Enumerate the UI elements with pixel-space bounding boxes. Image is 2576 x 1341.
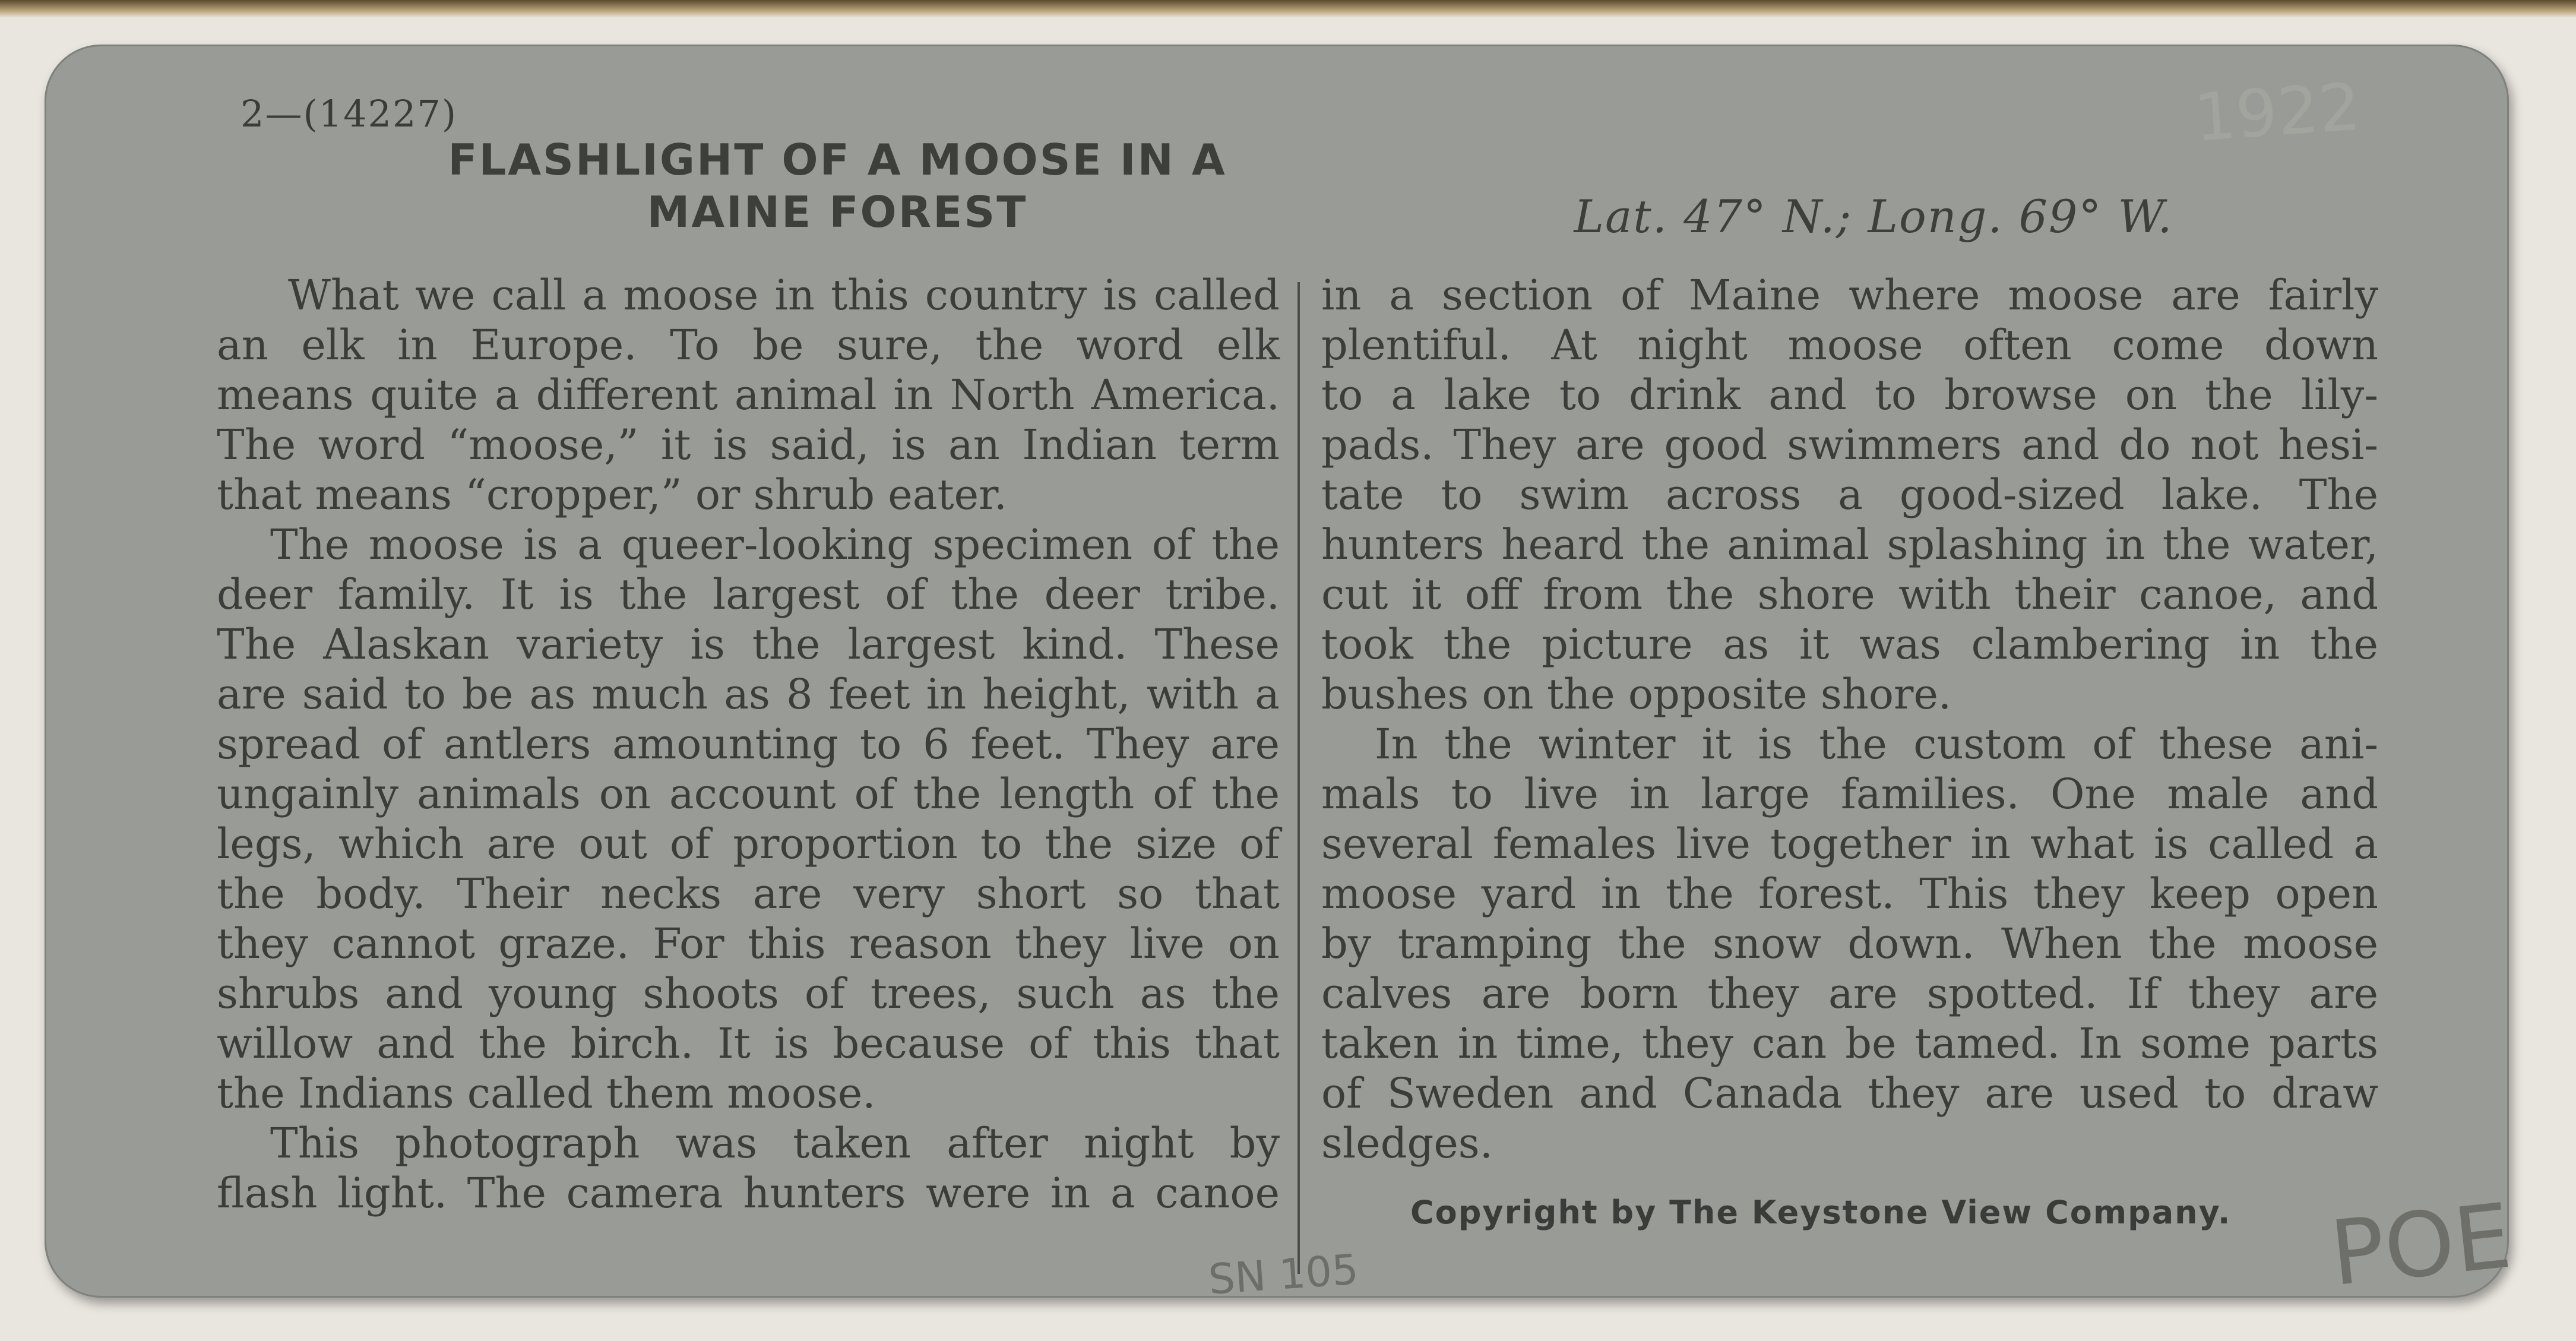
handwritten-catalog-mark: SN 105 — [1207, 1245, 1360, 1304]
latitude-longitude: Lat. 47° N.; Long. 69° W. — [1574, 190, 2173, 243]
left-text-column — [217, 270, 1280, 1218]
stereoview-card-back — [45, 45, 2516, 1307]
text-line: pads. They are good swimmers and do not hesi- — [1321, 420, 2378, 469]
text-line: taken in time, they can be tamed. In some parts — [1321, 1019, 2378, 1068]
text-line: several females live together in what is called a — [1321, 820, 2378, 868]
text-line: hunters heard the animal splashing in the water, — [1321, 520, 2378, 569]
text-line: flash light. The camera hunters were in a canoe — [217, 1169, 1280, 1217]
column-divider — [1298, 282, 1300, 1274]
text-line: took the picture as it was clambering in the — [1321, 620, 2378, 669]
text-line: tate to swim across a good-sized lake. The — [1321, 470, 2378, 519]
handwritten-faint-mark: 1922 — [2191, 68, 2363, 156]
text-line: In the winter it is the custom of these ani- — [1375, 720, 2378, 768]
title-line-2: MAINE FOREST — [647, 187, 1028, 237]
handwritten-initials: POE — [2325, 1184, 2516, 1307]
text-line: cut it off from the shore with their canoe, and — [1321, 570, 2378, 619]
text-line: plentiful. At night moose often come down — [1321, 321, 2378, 369]
text-line: that means “cropper,” or shrub eater. — [217, 470, 1008, 519]
card-title — [258, 134, 1416, 238]
text-line: This photograph was taken after night by — [270, 1119, 1280, 1168]
text-line: to a lake to drink and to browse on the lily- — [1321, 371, 2378, 419]
text-line: of Sweden and Canada they are used to draw — [1321, 1069, 2378, 1118]
text-line: calves are born they are spotted. If they are — [1321, 969, 2378, 1018]
text-line: an elk in Europe. To be sure, the word elk — [217, 321, 1280, 369]
text-line: The Alaskan variety is the largest kind. These — [217, 620, 1280, 669]
text-line: mals to live in large families. One male and — [1321, 770, 2378, 818]
text-line: they cannot graze. For this reason they live on — [217, 919, 1280, 968]
text-line: deer family. It is the largest of the deer tribe. — [217, 570, 1280, 619]
text-line: spread of antlers amounting to 6 feet. They are — [217, 720, 1280, 768]
text-line: in a section of Maine where moose are fairly — [1321, 271, 2378, 320]
text-line: the Indians called them moose. — [217, 1069, 876, 1118]
copyright-notice: Copyright by The Keystone View Company. — [1410, 1194, 2232, 1231]
text-line: moose yard in the forest. This they keep open — [1321, 869, 2378, 918]
background-edge — [0, 0, 2576, 18]
text-line: are said to be as much as 8 feet in height, with a — [217, 670, 1280, 719]
text-line: sledges. — [1321, 1119, 1493, 1168]
catalog-number: 2—(14227) — [240, 92, 458, 135]
right-text-column — [1321, 270, 2378, 1168]
text-line: bushes on the opposite shore. — [1321, 670, 1952, 719]
text-line: The moose is a queer-looking specimen of the — [270, 520, 1280, 569]
text-line: the body. Their necks are very short so that — [217, 869, 1280, 918]
text-line: The word “moose,” it is said, is an Indian term — [217, 420, 1280, 469]
text-line: by tramping the snow down. When the moose — [1321, 919, 2378, 968]
text-line: shrubs and young shoots of trees, such as the — [217, 969, 1280, 1018]
title-line-1: FLASHLIGHT OF A MOOSE IN A — [448, 135, 1227, 185]
text-line: willow and the birch. It is because of this that — [217, 1019, 1280, 1068]
text-line: What we call a moose in this country is called — [288, 271, 1280, 320]
text-line: ungainly animals on account of the length of the — [217, 770, 1280, 818]
text-line: means quite a different animal in North America. — [217, 371, 1280, 419]
text-line: legs, which are out of proportion to the size of — [217, 820, 1280, 868]
